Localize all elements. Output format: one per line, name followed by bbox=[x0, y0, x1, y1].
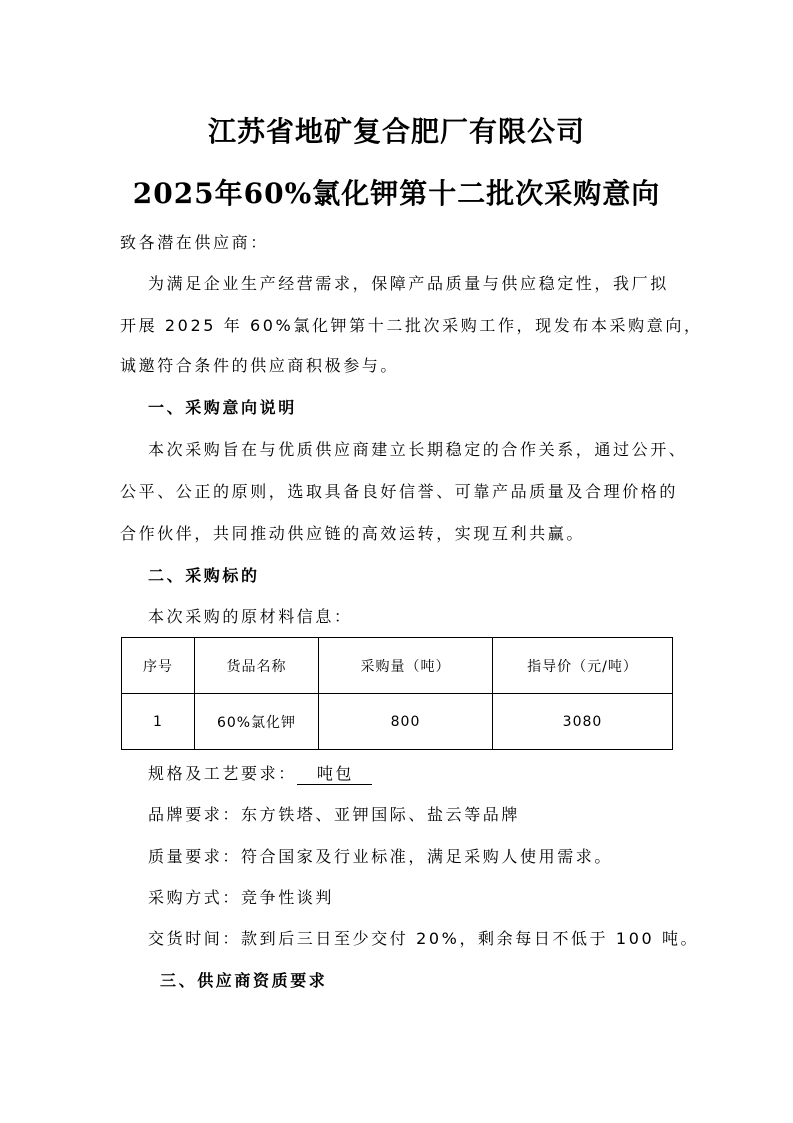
table-header-row bbox=[122, 638, 673, 694]
intro-line: 为满足企业生产经营需求，保障产品质量与供应稳定性，我厂拟 bbox=[148, 274, 669, 293]
header-cell: 货品名称 bbox=[195, 638, 319, 694]
intro-line: 开展 2025 年 60%氯化钾第十二批次采购工作，现发布本采购意向， bbox=[120, 316, 703, 335]
section2-intro: 本次采购的原材料信息： bbox=[148, 607, 353, 626]
section2-heading: 二、采购标的 bbox=[148, 566, 260, 585]
cell-index: 1 bbox=[122, 694, 195, 750]
brand-requirement: 品牌要求：东方铁塔、亚钾国际、盐云等品牌 bbox=[148, 805, 521, 824]
materials-table bbox=[121, 637, 673, 750]
section1-line: 本次采购旨在与优质供应商建立长期稳定的合作关系，通过公开、 bbox=[148, 440, 688, 459]
delivery-time: 交货时间：款到后三日至少交付 20%，剩余每日不低于 100 吨。 bbox=[148, 929, 700, 948]
section1-line: 公平、公正的原则，选取具备良好信誉、可靠产品质量及合理价格的 bbox=[120, 482, 679, 501]
header-cell: 采购量（吨） bbox=[319, 638, 493, 694]
cell-price: 3080 bbox=[493, 694, 673, 750]
intro-line: 诚邀符合条件的供应商积极参与。 bbox=[120, 356, 400, 375]
title-subject: 2025年60%氯化钾第十二批次采购意向 bbox=[132, 177, 661, 210]
header-cell: 序号 bbox=[122, 638, 195, 694]
table-row bbox=[122, 694, 673, 750]
section1-line: 合作伙伴，共同推动供应链的高效运转，实现互利共赢。 bbox=[120, 524, 586, 543]
spec-value: 吨包 bbox=[297, 764, 372, 785]
spec-label: 规格及工艺要求： bbox=[148, 764, 297, 783]
title-company: 江苏省地矿复合肥厂有限公司 bbox=[207, 115, 585, 148]
greeting: 致各潜在供应商： bbox=[120, 233, 269, 252]
quality-requirement: 质量要求：符合国家及行业标准，满足采购人使用需求。 bbox=[148, 847, 614, 866]
spec-requirement bbox=[148, 764, 372, 785]
cell-quantity: 800 bbox=[319, 694, 493, 750]
section3-heading: 三、供应商资质要求 bbox=[160, 971, 328, 990]
section1-heading: 一、采购意向说明 bbox=[148, 398, 297, 417]
cell-product: 60%氯化钾 bbox=[195, 694, 319, 750]
header-cell: 指导价（元/吨） bbox=[493, 638, 673, 694]
procurement-method: 采购方式：竞争性谈判 bbox=[148, 888, 335, 907]
